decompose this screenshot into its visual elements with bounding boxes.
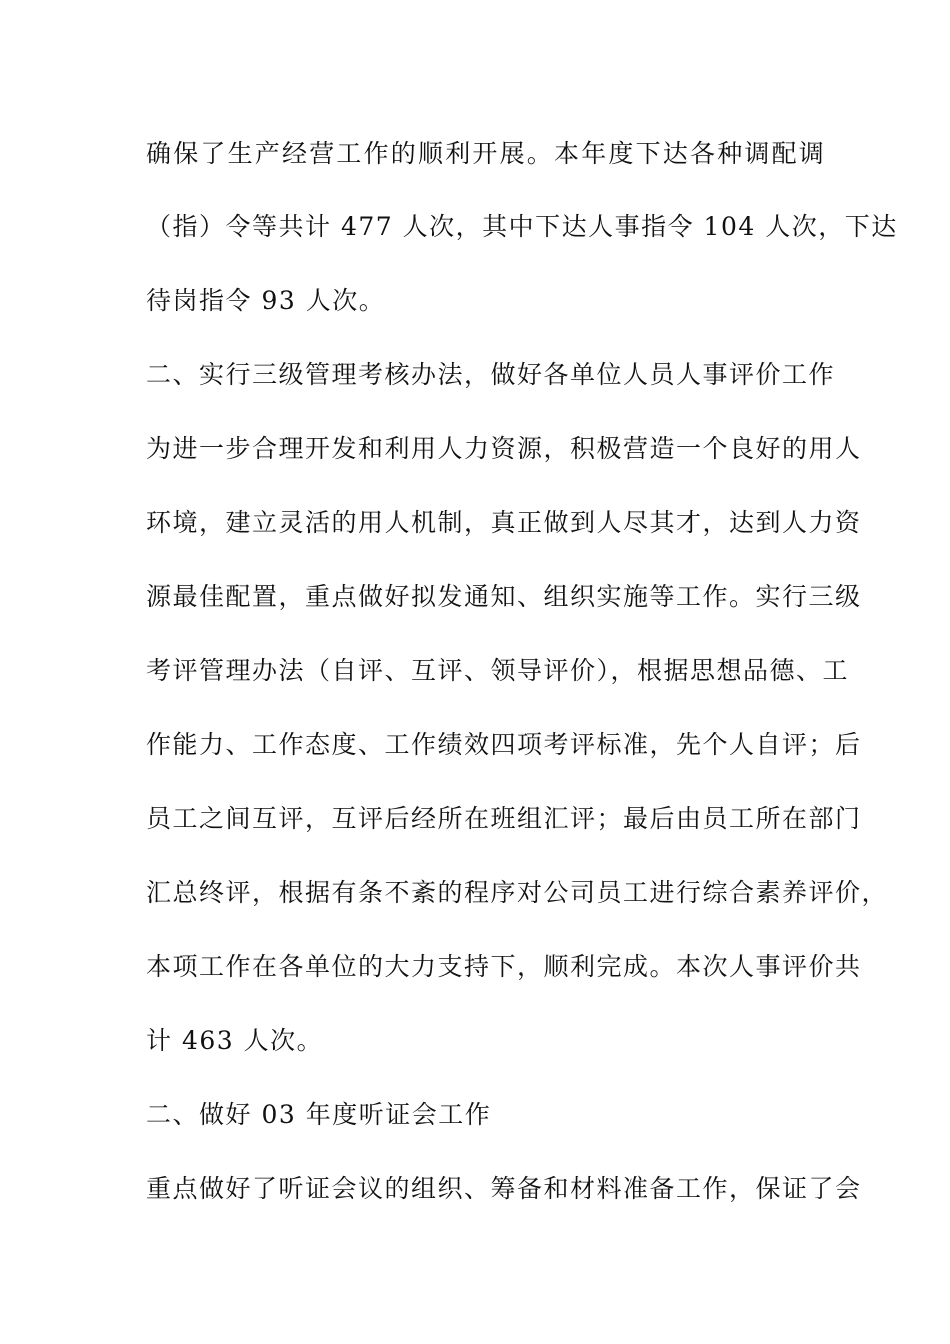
text-line: 源最佳配置，重点做好拟发通知、组织实施等工作。实行三级	[146, 582, 862, 611]
text-line: 重点做好了听证会议的组织、筹备和材料准备工作，保证了会	[146, 1174, 862, 1203]
text-line: 考评管理办法（自评、互评、领导评价），根据思想品德、工	[146, 656, 850, 685]
text-line: 汇总终评，根据有条不紊的程序对公司员工进行综合素养评价，	[146, 878, 889, 907]
text-line: 计 463 人次。	[146, 1026, 324, 1055]
text-line: 作能力、工作态度、工作绩效四项考评标准，先个人自评；后	[146, 730, 862, 759]
section-heading: 二、做好 03 年度听证会工作	[146, 1100, 492, 1129]
text-line: 员工之间互评，互评后经所在班组汇评；最后由员工所在部门	[146, 804, 862, 833]
text-line: 待岗指令 93 人次。	[146, 286, 386, 315]
text-line: 确保了生产经营工作的顺利开展。本年度下达各种调配调	[146, 139, 827, 168]
text-line: （指）令等共计 477 人次，其中下达人事指令 104 人次，下达	[146, 212, 898, 241]
text-line: 环境，建立灵活的用人机制，真正做到人尽其才，达到人力资	[146, 508, 862, 537]
text-line: 本项工作在各单位的大力支持下，顺利完成。本次人事评价共	[146, 952, 862, 981]
section-heading: 二、实行三级管理考核办法，做好各单位人员人事评价工作	[146, 360, 836, 389]
text-line: 为进一步合理开发和利用人力资源，积极营造一个良好的用人	[146, 434, 862, 463]
